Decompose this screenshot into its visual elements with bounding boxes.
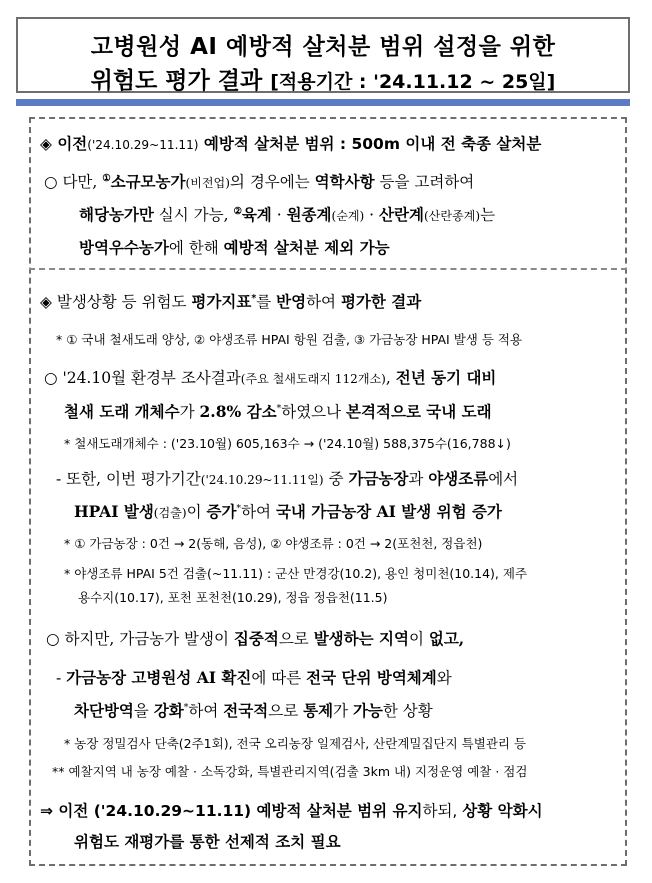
note-wild-birds-line2: 용수지(10.17), 포천 포천천(10.29), 정읍 정읍천(11.5)	[78, 590, 388, 605]
para-however: ○ 하지만, 가금농가 발생이 집중적으로 발생하는 지역이 없고,	[46, 629, 465, 648]
conclusion-line1: ⇒ 이전 ('24.10.29~11.11) 예방적 살처분 범위 유지하되, 상황 악화시	[40, 802, 543, 820]
note-quarantine: * 농장 정밀검사 단축(2주1회), 전국 오리농장 일제검사, 산란계밀집단지 특별관리 등	[64, 736, 527, 751]
note-bird-count: * 철새도래개체수 : ('23.10월) 605,163수 → ('24.10월) 588,375수(16,788↓)	[64, 436, 511, 451]
para-control-line2: 차단방역을 강화*하여 전국적으로 통제가 가능한 상황	[74, 701, 433, 720]
content-box	[29, 117, 627, 866]
note-outbreaks: * ① 가금농장 : 0건 → 2(동해, 음성), ② 야생조류 : 0건 → 2(포천천, 정읍천)	[64, 536, 483, 551]
conclusion-line2: 위험도 재평가를 통한 선제적 조치 필요	[74, 833, 341, 851]
section1-heading: ◈ 이전('24.10.29~11.11) 예방적 살처분 범위 : 500m 이내 전 축종 살처분	[40, 135, 542, 153]
para-control-line1: - 가금농장 고병원성 AI 확진에 따른 전국 단위 방역체계와	[56, 668, 452, 687]
section-divider	[29, 268, 627, 270]
title-period: [적용기간 : '24.11.12 ~ 25일]	[270, 71, 556, 93]
title-line2	[18, 62, 628, 95]
section2-heading: ◈ 발생상황 등 위험도 평가지표*를 반영하여 평가한 결과	[40, 292, 422, 311]
para-survey-line1: ○ '24.10월 환경부 조사결과(주요 철새도래지 112개소), 전년 동기 대비	[44, 368, 497, 387]
section1-para-line1: ○ 다만, ①소규모농가(비전업)의 경우에는 역학사항 등을 고려하여	[44, 172, 475, 191]
para-eval-line1: - 또한, 이번 평가기간('24.10.29~11.11일) 중 가금농장과 야생조류에서	[56, 469, 519, 488]
title-box	[16, 17, 630, 93]
note-indicators: * ① 국내 철새도래 양상, ② 야생조류 HPAI 항원 검출, ③ 가금농장 HPAI 발생 등 적용	[56, 332, 523, 347]
note-wild-birds-line1: * 야생조류 HPAI 5건 검출(~11.11) : 군산 만경강(10.2), 용인 청미천(10.14), 제주	[64, 566, 528, 581]
title-main: 위험도 평가 결과	[90, 68, 263, 94]
note-surveillance: ** 예찰지역 내 농장 예찰 · 소독강화, 특별관리지역(검출 3km 내) 지정운영 예찰 · 점검	[52, 764, 528, 779]
para-eval-line2: HPAI 발생(검출)이 증가*하여 국내 가금농장 AI 발생 위험 증가	[74, 502, 502, 521]
title-rule	[16, 99, 630, 106]
para-survey-line2: 철새 도래 개체수가 2.8% 감소*하였으나 본격적으로 국내 도래	[64, 402, 492, 421]
section1-para-line2: 해당농가만 실시 가능, ②육계 · 원종계(순계) · 산란계(산란종계)는	[79, 205, 496, 224]
section1-para-line3: 방역우수농가에 한해 예방적 살처분 제외 가능	[79, 238, 390, 257]
title-line1: 고병원성 AI 예방적 살처분 범위 설정을 위한	[90, 34, 556, 60]
